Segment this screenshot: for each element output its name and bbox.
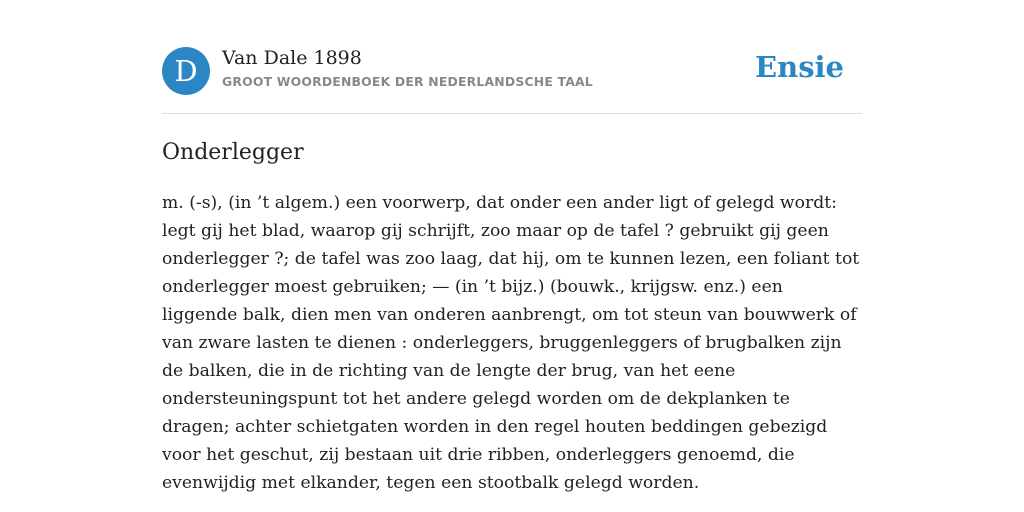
source-avatar: D [162,47,210,95]
header-divider [162,113,862,114]
definition-text: m. (-s), (in ’t algem.) een voorwerp, dat onder een ander ligt of gelegd wordt: legt gij het blad, waarop gij schrijft, zoo maar op de tafel ? gebruikt gij geen onderlegger ?; de tafel was zoo laag, dat hij, om te kunnen lezen, een foliant tot onderlegger moest gebruiken; — (in ’t bijz.) (bouwk., krijgsw. enz.) een liggende balk, dien men van onderen aanbrengt, om tot steun van bouwwerk of van zware lasten te dienen : onderleggers, bruggenleggers of brugbalken zijn de balken, die in de richting van de lengte der brug, van het eene ondersteuningspunt tot het andere gelegd worden om de dekplanken te dragen; achter schietgaten worden in den regel houten beddingen gebezigd voor het geschut, zij bestaan uit drie ribben, onderleggers genoemd, die evenwijdig met elkander, tegen een stootbalk gelegd worden. [162,193,860,493]
source-subtitle: GROOT WOORDENBOEK DER NEDERLANDSCHE TAAL [222,74,593,89]
dictionary-card [162,0,862,512]
ensie-logo[interactable]: Ensie [755,50,844,84]
source-header [162,47,862,97]
headword: Onderlegger [162,140,304,165]
source-name[interactable]: Van Dale 1898 [222,47,362,69]
